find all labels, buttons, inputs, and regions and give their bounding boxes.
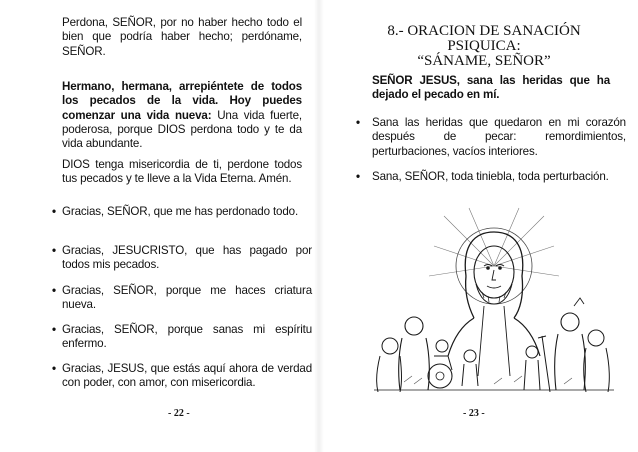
left-page-number: - 22 - — [168, 408, 190, 419]
left-paragraph-forgive-text: Perdona, SEÑOR, por no haber hecho todo el bien que podría haber hecho; perdóname, SEÑOR. — [62, 16, 302, 58]
bullet-dot: • — [52, 323, 56, 336]
healing-intro-text: SEÑOR JESUS, sana las heridas que ha dejado el pecado en mí. — [372, 74, 610, 102]
bullet-dot: • — [356, 116, 360, 129]
thanks-bullet-4 — [52, 323, 312, 352]
section-title-line1: 8.- ORACION DE SANACIÓN — [387, 23, 581, 39]
thanks-bullet-text: Gracias, SEÑOR, porque sanas mi espíritu enfermo. — [62, 323, 312, 351]
exhortation-plain-text: Una vida fuerte, poderosa, porque DIOS perdona todo y te da vida abundante. — [62, 108, 302, 151]
thanks-bullet-2 — [52, 244, 312, 273]
healing-bullet-2 — [356, 170, 626, 184]
healing-intro — [372, 74, 610, 103]
bullet-dot: • — [52, 284, 56, 297]
healing-bullet-text: Sana las heridas que quedaron en mi corazón después de pecar: remordimientos, perturbaciones, vacíos interiores. — [372, 116, 626, 158]
left-exhortation — [62, 80, 302, 151]
thanks-bullet-text: Gracias, JESUCRISTO, que has pagado por todos mis pecados. — [62, 244, 312, 272]
right-page-number: - 23 - — [463, 408, 485, 419]
thanks-bullet-5 — [52, 362, 312, 391]
bullet-dot: • — [52, 362, 56, 375]
left-paragraph-mercy-text: DIOS tenga misericordia de ti, perdone todos tus pecados y te lleve a la Vida Eterna. Amén. — [62, 158, 302, 186]
bullet-dot: • — [52, 205, 56, 218]
book-gutter — [314, 0, 324, 452]
thanks-bullet-text: Gracias, JESUS, que estás aquí ahora de verdad con poder, con amor, con misericordia. — [62, 362, 312, 390]
left-paragraph-forgive — [62, 16, 302, 59]
bullet-dot: • — [52, 244, 56, 257]
healing-bullet-text: Sana, SEÑOR, toda tiniebla, toda perturbación. — [372, 170, 609, 183]
section-title-line3: “SÁNAME, SEÑOR” — [417, 53, 551, 69]
exhortation-bold-text: Hermano, hermana, arrepiéntete de todos los pecados de la vida. Hoy puedes comenzar una vida nueva: — [62, 80, 302, 122]
section-title-line2: PSIQUICA: — [447, 38, 521, 54]
thanks-bullet-3 — [52, 284, 312, 313]
thanks-bullet-text: Gracias, SEÑOR, porque me haces criatura nueva. — [62, 284, 312, 312]
jesus-healing-crowd-illustration-icon — [374, 206, 614, 392]
thanks-bullet-text: Gracias, SEÑOR, que me has perdonado todo. — [62, 205, 299, 218]
left-paragraph-mercy — [62, 158, 302, 187]
thanks-bullet-1 — [52, 205, 312, 219]
bullet-dot: • — [356, 170, 360, 183]
healing-bullet-1 — [356, 116, 626, 159]
